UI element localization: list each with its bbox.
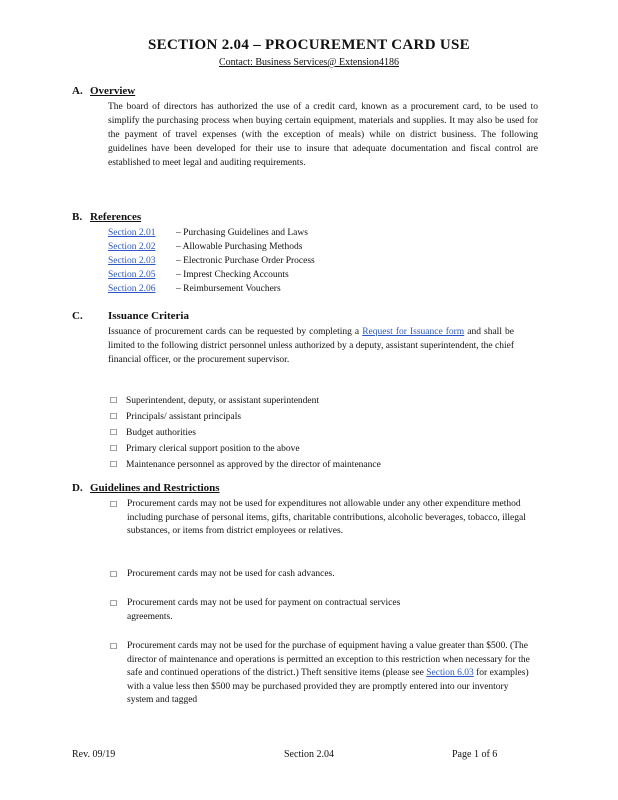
guideline-text: Procurement cards may not be used for cash advances. xyxy=(127,569,335,579)
section-c-letter: C. xyxy=(72,310,83,322)
list-item xyxy=(110,409,381,425)
checkbox-bullet-icon: ☐ xyxy=(110,428,118,437)
section-c-heading xyxy=(72,310,189,322)
list-item-text: Primary clerical support position to the above xyxy=(126,444,300,454)
guideline-text xyxy=(127,640,530,708)
section-d-heading xyxy=(72,482,220,494)
footer-section: Section 2.04 xyxy=(284,749,334,760)
reference-link[interactable]: Section 2.05 xyxy=(108,270,156,280)
issuance-text xyxy=(108,325,514,367)
list-item xyxy=(110,425,381,441)
reference-description: – Reimbursement Vouchers xyxy=(176,284,281,294)
contact-line: Contact: Business Services@ Extension4186 xyxy=(218,57,400,68)
reference-description: – Allowable Purchasing Methods xyxy=(176,242,303,252)
footer-page-number: Page 1 of 6 xyxy=(452,749,498,760)
checkbox-bullet-icon: ☐ xyxy=(110,412,118,421)
section-b-heading xyxy=(72,211,141,223)
list-item-text: Maintenance personnel as approved by the director of maintenance xyxy=(126,460,381,470)
list-item xyxy=(110,441,381,457)
list-item-text: Superintendent, deputy, or assistant superintendent xyxy=(126,396,320,406)
checkbox-bullet-icon: ☐ xyxy=(110,444,118,453)
reference-link[interactable]: Section 2.02 xyxy=(108,242,156,252)
issuance-bullet-list xyxy=(110,393,381,473)
checkbox-bullet-icon: ☐ xyxy=(110,642,118,651)
overview-text: The board of directors has authorized the use of a credit card, known as a procurement card, to be used to simplify the purchasing process when buying certain equipment, materials and supplies. It may also be used for the payment of travel expenses (with the exception of meals) while on district business. The following guidelines have been developed for their use to insure that adequate documentation and fiscal control are established to meet legal and auditing requirements. xyxy=(108,102,538,168)
section-c-title: Issuance Criteria xyxy=(108,310,189,322)
guideline-item xyxy=(110,568,530,582)
reference-item xyxy=(108,268,315,282)
guideline-item xyxy=(110,498,530,539)
references-list xyxy=(108,226,315,296)
reference-link[interactable]: Section 2.01 xyxy=(108,228,156,238)
issuance-text-start: Issuance of procurement cards can be requested by completing a xyxy=(108,327,363,337)
guideline-text: Procurement cards may not be used for payment on contractual services agreements. xyxy=(127,598,401,622)
reference-description: – Purchasing Guidelines and Laws xyxy=(176,228,308,238)
reference-item xyxy=(108,226,315,240)
request-form-link[interactable]: Request for Issuance form xyxy=(362,327,465,337)
guideline-text: Procurement cards may not be used for expenditures not allowable under any other expenditure method including purchase of personal items, gifts, charitable contributions, alcoholic beverages, tobacco, illegal substances, or items from district employees or relatives. xyxy=(127,499,526,536)
reference-description: – Imprest Checking Accounts xyxy=(176,270,289,280)
guideline-item xyxy=(110,597,410,624)
footer-revision: Rev. 09/19 xyxy=(72,749,116,760)
list-item-text: Budget authorities xyxy=(126,428,196,438)
checkbox-bullet-icon: ☐ xyxy=(110,500,118,509)
section-6-03-link[interactable]: Section 6.03 xyxy=(426,668,474,678)
guideline-item xyxy=(110,640,530,708)
reference-link[interactable]: Section 2.03 xyxy=(108,256,156,266)
reference-description: – Electronic Purchase Order Process xyxy=(176,256,315,266)
reference-link[interactable]: Section 2.06 xyxy=(108,284,156,294)
section-b-title: References xyxy=(90,211,142,223)
page-title: SECTION 2.04 – PROCUREMENT CARD USE xyxy=(148,37,470,53)
reference-item xyxy=(108,282,315,296)
section-d-title: Guidelines and Restrictions xyxy=(90,482,220,494)
guideline-text-start: Procurement cards may not be used for the purchase of equipment having a value greater than $500. (The director of maintenance and operations is permitted an exception to this restriction when necessary for the safe and continued operations of the district.) Theft sensitive items (please see xyxy=(127,641,530,678)
reference-item xyxy=(108,240,315,254)
checkbox-bullet-icon: ☐ xyxy=(110,396,118,405)
section-b-letter: B. xyxy=(72,211,83,223)
list-item-text: Principals/ assistant principals xyxy=(126,412,242,422)
section-a-heading xyxy=(72,85,135,97)
checkbox-bullet-icon: ☐ xyxy=(110,460,118,469)
reference-item xyxy=(108,254,315,268)
section-d-letter: D. xyxy=(72,482,83,494)
list-item xyxy=(110,393,381,409)
section-a-letter: A. xyxy=(72,85,83,97)
guideline-text-end: for examples) with a value less then $500 may be purchased provided they are promptly entered into our inventory system and tagged xyxy=(127,668,529,705)
issuance-text-end: and shall be limited to the following district personnel unless authorized by a deputy, assistant superintendent, the chief financial officer, or the procurement supervisor. xyxy=(108,327,514,365)
checkbox-bullet-icon: ☐ xyxy=(110,599,118,608)
checkbox-bullet-icon: ☐ xyxy=(110,570,118,579)
section-a-title: Overview xyxy=(90,85,136,97)
list-item xyxy=(110,457,381,473)
